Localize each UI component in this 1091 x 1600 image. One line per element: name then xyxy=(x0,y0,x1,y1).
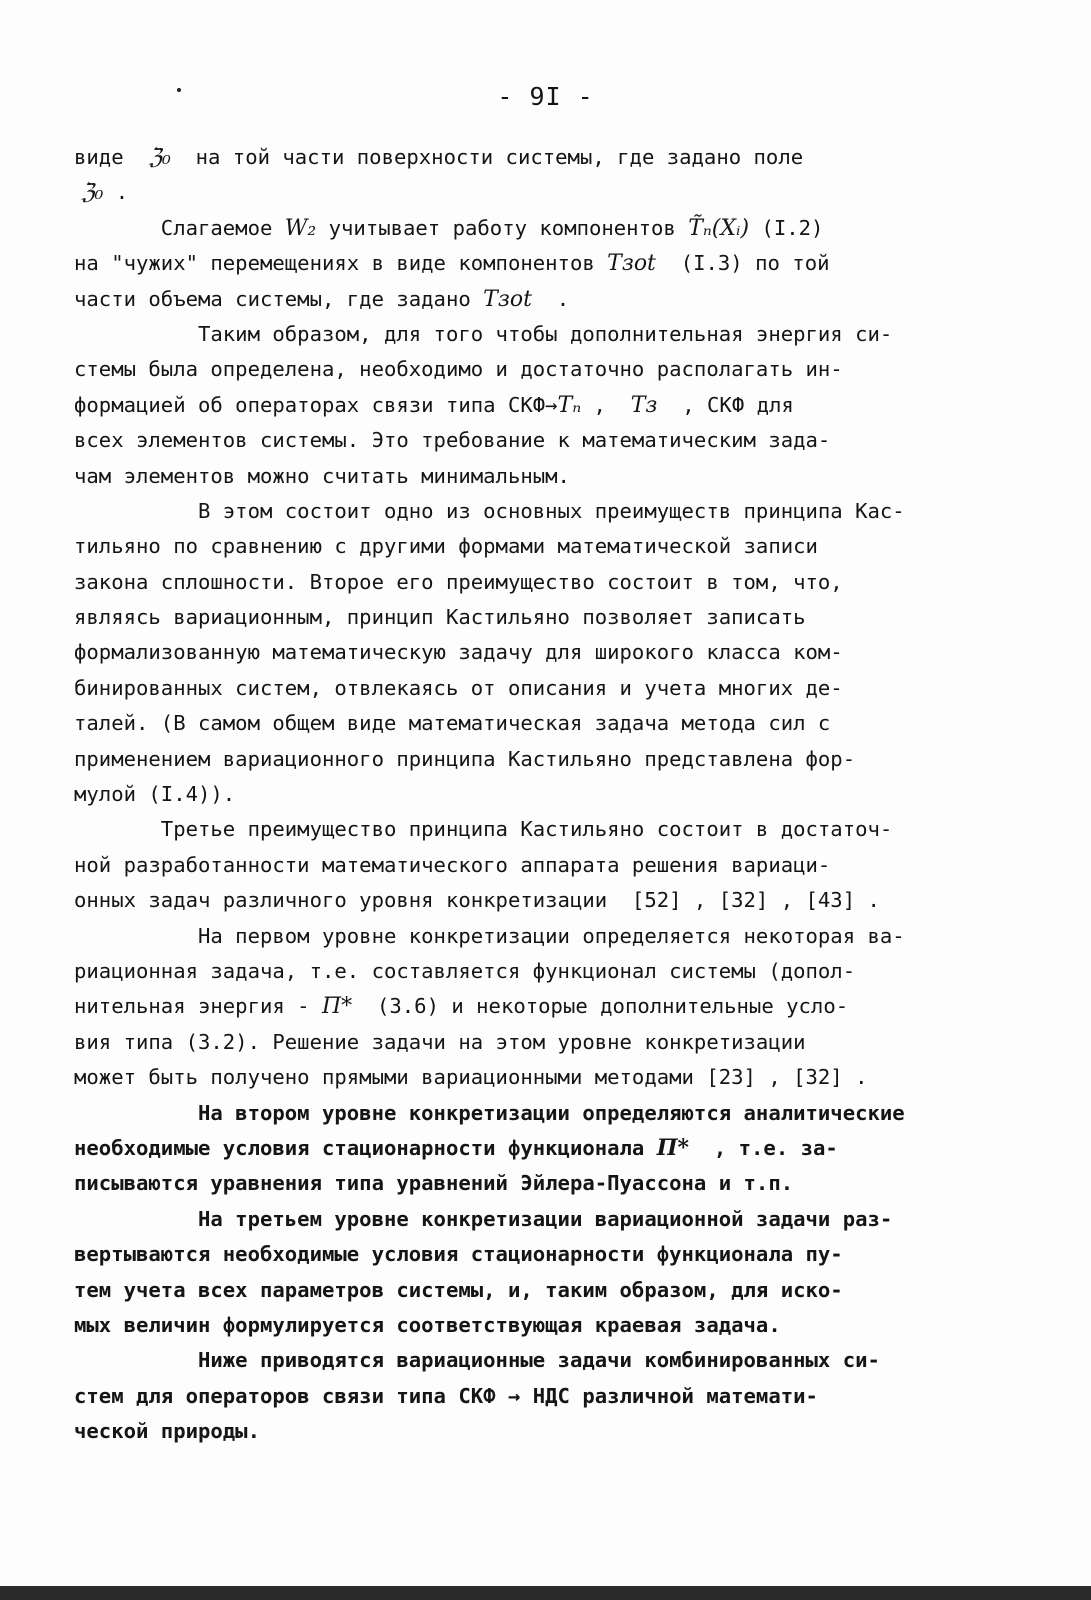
text-run: Третье преимущество принципа Кастильяно состоит в достаточ- xyxy=(74,817,893,842)
text-run: (3.6) и некоторые дополнительные усло- xyxy=(352,994,849,1019)
text-line xyxy=(74,812,974,847)
text-run: тильяно по сравнению с другими формами математической записи xyxy=(74,534,818,559)
text-run: закона сплошности. Второе его преимущество состоит в том, что, xyxy=(74,569,843,594)
text-run: тем учета всех параметров системы, и, таким образом, для иско- xyxy=(74,1277,843,1302)
text-run: вия типа (3.2). Решение задачи на этом уровне конкретизации xyxy=(74,1029,806,1054)
text-run: вертываются необходимые условия стационарности функционала пу- xyxy=(74,1242,843,1267)
text-run: стем для операторов связи типа СКФ → НДС различной математи- xyxy=(74,1383,818,1408)
math-symbol: ℨ₀ xyxy=(74,180,104,206)
text-run: чам элементов можно считать минимальным. xyxy=(74,463,570,488)
text-run: нительная энергия - xyxy=(74,994,322,1019)
text-line xyxy=(74,282,974,317)
math-symbol: T̃ₙ(Xᵢ) xyxy=(688,215,750,241)
text-line xyxy=(74,246,974,281)
text-line xyxy=(74,211,974,246)
text-run: необходимые условия стационарности функционала xyxy=(74,1135,657,1160)
text-run: всех элементов системы. Это требование к математическим зада- xyxy=(74,428,831,453)
text-line xyxy=(74,1273,974,1308)
text-run: на "чужих" перемещениях в виде компонентов xyxy=(74,251,608,276)
math-symbol: Tзоt xyxy=(483,286,532,312)
math-symbol: П* xyxy=(321,994,353,1020)
text-line xyxy=(74,1166,974,1201)
paragraph-1 xyxy=(74,140,974,211)
text-line xyxy=(74,1237,974,1272)
text-line xyxy=(74,565,974,600)
text-run: ческой природы. xyxy=(74,1419,260,1444)
text-line xyxy=(74,529,974,564)
text-line xyxy=(74,1379,974,1414)
text-run: (I.2) xyxy=(749,215,824,240)
text-line xyxy=(74,1096,974,1131)
text-line xyxy=(74,423,974,458)
math-symbol: Tₙ xyxy=(557,392,582,418)
paragraph-6 xyxy=(74,919,974,1096)
math-symbol: W₂ xyxy=(284,215,317,241)
text-run: риационная задача, т.е. составляется функционал системы (допол- xyxy=(74,958,856,983)
text-run: учитывает работу компонентов xyxy=(316,215,689,240)
body-text xyxy=(74,140,974,1449)
text-run: Слагаемое xyxy=(74,215,285,240)
text-line xyxy=(74,883,974,918)
text-run: . xyxy=(531,286,570,311)
text-line xyxy=(74,635,974,670)
text-run: виде xyxy=(74,145,149,169)
text-line xyxy=(74,317,974,352)
text-line xyxy=(74,1308,974,1343)
text-line xyxy=(74,175,974,210)
text-run: Таким образом, для того чтобы дополнительная энергия си- xyxy=(74,321,893,346)
text-run: формацией об операторах связи типа СКФ→ xyxy=(74,392,558,417)
paragraph-3 xyxy=(74,317,974,494)
scan-bottom-edge xyxy=(0,1586,1091,1600)
text-line xyxy=(74,1025,974,1060)
paragraph-5 xyxy=(74,812,974,918)
paragraph-2 xyxy=(74,211,974,317)
math-symbol: Tз xyxy=(630,392,658,418)
text-run: , xyxy=(581,392,631,417)
text-line xyxy=(74,706,974,741)
text-run: На первом уровне конкретизации определяется некоторая ва- xyxy=(74,923,905,948)
text-run: писываются уравнения типа уравнений Эйлера-Пуассона и т.п. xyxy=(74,1171,794,1196)
page-number: - 9I - xyxy=(497,82,594,111)
paragraph-4 xyxy=(74,494,974,813)
paragraph-7 xyxy=(74,1096,974,1202)
text-run: применением вариационного принципа Кастильяно представлена фор- xyxy=(74,746,856,771)
text-line xyxy=(74,388,974,423)
text-run: , СКФ для xyxy=(657,392,794,417)
text-line xyxy=(74,777,974,812)
text-run: онных задач различного уровня конкретизации [52] , [32] , [43] . xyxy=(74,888,880,913)
text-run: может быть получено прямыми вариационными методами [23] , [32] . xyxy=(74,1065,868,1090)
text-run: ной разработанности математического аппарата решения вариаци- xyxy=(74,852,831,877)
text-line xyxy=(74,954,974,989)
text-run: на той части поверхности системы, где задано поле xyxy=(170,145,804,169)
math-symbol: П* xyxy=(656,1134,690,1161)
text-line xyxy=(74,671,974,706)
text-run: . xyxy=(103,180,129,205)
text-run: формализованную математическую задачу для широкого класса ком- xyxy=(74,640,843,665)
text-line xyxy=(74,140,974,175)
text-line xyxy=(74,1202,974,1237)
text-line xyxy=(74,494,974,529)
math-symbol: Tзоt xyxy=(607,251,656,277)
text-run: На третьем уровне конкретизации вариационной задачи раз- xyxy=(74,1206,893,1231)
text-run: На втором уровне конкретизации определяются аналитические xyxy=(74,1100,905,1125)
text-run: являясь вариационным, принцип Кастильяно позволяет записать xyxy=(74,605,806,630)
text-line xyxy=(74,1060,974,1095)
text-run: мулой (I.4)). xyxy=(74,782,236,807)
text-run: мых величин формулируется соответствующая краевая задача. xyxy=(74,1312,781,1337)
paragraph-8 xyxy=(74,1202,974,1344)
text-line xyxy=(74,459,974,494)
text-line xyxy=(74,742,974,777)
text-run: (I.3) по той xyxy=(655,251,830,276)
text-line xyxy=(74,1343,974,1378)
text-line xyxy=(74,919,974,954)
text-run: части объема системы, где задано xyxy=(74,286,484,311)
text-line xyxy=(74,848,974,883)
text-line xyxy=(74,989,974,1024)
text-line xyxy=(74,600,974,635)
text-run: , т.е. за- xyxy=(689,1135,838,1160)
text-line xyxy=(74,352,974,387)
text-line xyxy=(74,1414,974,1449)
text-run: стемы была определена, необходимо и достаточно располагать ин- xyxy=(74,357,843,382)
text-run: В этом состоит одно из основных преимуществ принципа Кас- xyxy=(74,498,905,523)
paragraph-9 xyxy=(74,1343,974,1449)
text-run: Ниже приводятся вариационные задачи комбинированных си- xyxy=(74,1348,880,1373)
text-run: талей. (В самом общем виде математическая задача метода сил с xyxy=(74,711,831,736)
text-run: бинированных систем, отвлекаясь от описания и учета многих де- xyxy=(74,675,843,700)
text-line xyxy=(74,1131,974,1166)
math-symbol: ℨ₀ xyxy=(148,145,171,170)
